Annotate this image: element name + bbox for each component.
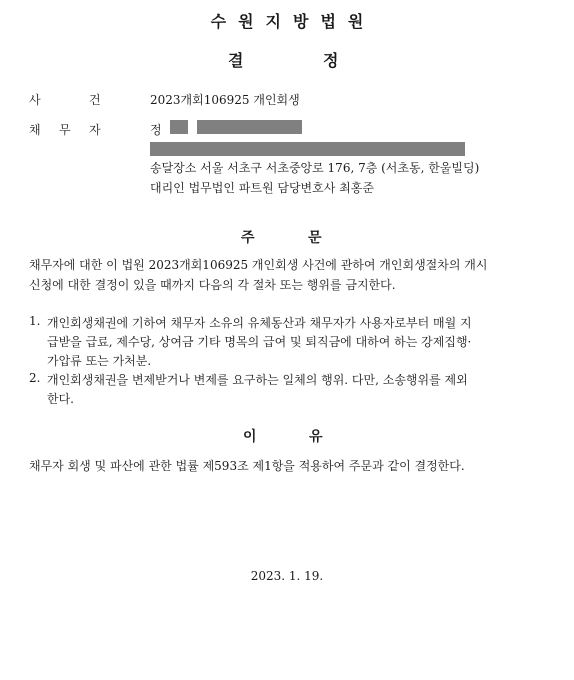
doc-type-char-1: 결 — [228, 51, 244, 70]
reason-heading-char-2: 유 — [309, 429, 323, 445]
item-2-number: 2. — [29, 371, 41, 385]
item-2-line-2: 한다. — [47, 392, 74, 406]
item-1-line-2: 급받을 급료, 제수당, 상여금 기타 명목의 급여 및 퇴직금에 대하여 하는 강제집행· — [47, 335, 472, 349]
order-heading-char-1: 주 — [241, 230, 255, 246]
redacted-id-block — [197, 120, 302, 134]
agent-info: 대리인 법무법인 파트원 담당변호사 최홍준 — [150, 181, 374, 195]
redacted-address-block — [150, 142, 465, 156]
order-heading-char-2: 문 — [308, 230, 322, 246]
service-address: 송달장소 서울 서초구 서초중앙로 176, 7층 (서초동, 한울빌딩) — [150, 161, 480, 175]
doc-type-char-2: 정 — [323, 51, 339, 70]
item-2-line-1: 개인회생채권을 변제받거나 변제를 요구하는 일체의 행위. 다만, 소송행위를 제외 — [47, 373, 468, 387]
decision-date: 2023. 1. 19. — [250, 569, 324, 583]
item-1-line-1: 개인회생채권에 기하여 채무자 소유의 유체동산과 채무자가 사용자로부터 매월 지 — [47, 316, 472, 330]
case-number: 2023개회106925 개인회생 — [150, 93, 300, 107]
court-title: 수원지방법원 — [210, 12, 376, 31]
debtor-name-visible: 정 — [150, 123, 162, 137]
reason-text: 채무자 회생 및 파산에 관한 법률 제593조 제1항을 적용하여 주문과 같이 결정한다. — [29, 459, 465, 473]
reason-heading-char-1: 이 — [243, 429, 257, 445]
case-label-char-1: 사 — [29, 93, 41, 107]
debtor-label-char-3: 자 — [89, 123, 101, 137]
debtor-label-char-1: 채 — [29, 123, 41, 137]
debtor-label-char-2: 무 — [59, 123, 71, 137]
order-paragraph-line-1: 채무자에 대한 이 법원 2023개회106925 개인회생 사건에 관하여 개인회생절차의 개시 — [29, 258, 488, 272]
item-1-number: 1. — [29, 314, 41, 328]
item-1-line-3: 가압류 또는 가처분. — [47, 354, 152, 368]
case-label-char-2: 건 — [89, 93, 101, 107]
redacted-name-block — [170, 120, 188, 134]
order-paragraph-line-2: 신청에 대한 결정이 있을 때까지 다음의 각 절차 또는 행위를 금지한다. — [29, 278, 396, 292]
